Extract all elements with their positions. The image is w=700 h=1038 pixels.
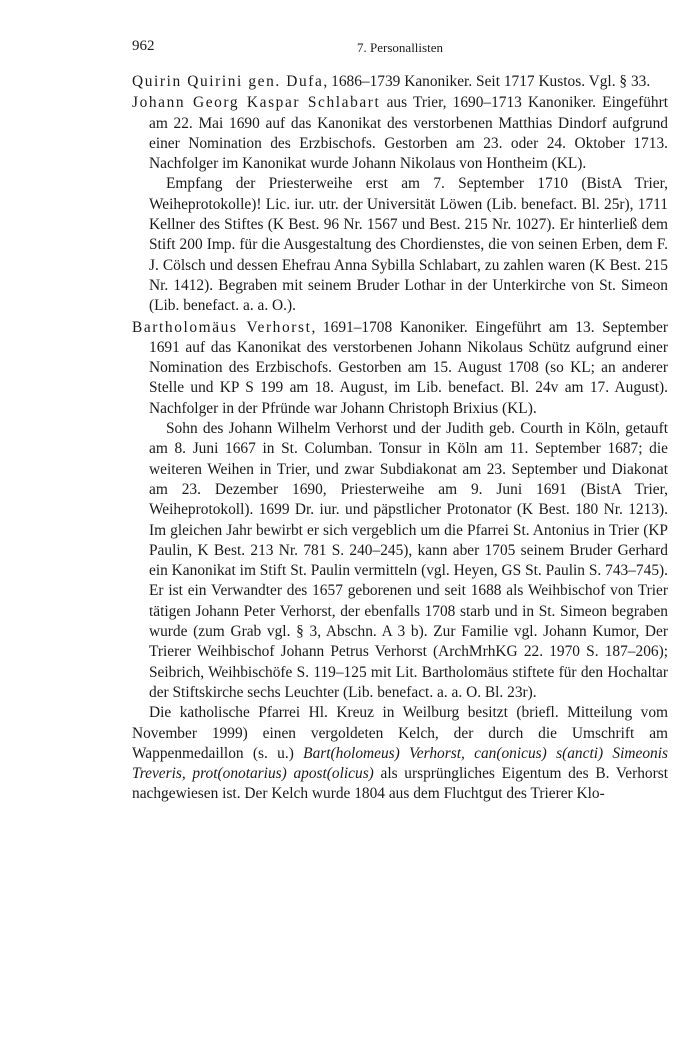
running-title: 7. Personallisten [357,40,443,55]
entry-paragraph-continued: Empfang der Priesterweihe erst am 7. September 1710 (BistA Trier, Weiheprotokolle)! Lic. iur. utr. der Universität Löwen (Lib. benefact. Bl. 25r), 1711 Kellner des Stiftes (K Best. 96 Nr. 1567 und Best. 215 Nr. 1027). Er hinterließ dem Stift 200 Imp. für die Ausgestaltung des Chordienstes, die von seinen Erben, dem F. J. Cölsch und dessen Ehefrau Anna Sybilla Schlabart, zu zahlen waren (K Best. 215 Nr. 1412). Begraben mit seinem Bruder Lothar in der Unterkirche von St. Simeon (Lib. benefact. a. a. O.). [149,175,668,315]
entry-verhorst [132,318,668,704]
inscription-text: Bart(holomeus) Verhorst, can(onicus) s(ancti) Simeonis Treveris, prot(onotarius) apost(olicus) [132,744,669,783]
entry-paragraph [132,72,668,92]
page-number: 962 [132,38,155,54]
entry-paragraph [132,318,668,419]
entry-name: Bartholomäus Verhorst [132,318,312,336]
entry-text: , 1691–1708 Kanoniker. Eingeführt am 13. September 1691 auf das Kanonikat des verstorbenen Johann Nikolaus Schütz aufgrund einer Nomination des Erzbischofs. Gestorben am 15. August 1708 (so KL; an anderer Stelle und KP S 199 am 18. August, im Lib. benefact. Bl. 24v am 17. August). Nachfolger in der Pfründe war Johann Christoph Brixius (KL). [149,318,668,417]
closing-text-after: als ursprüngliches Eigentum des B. Verhorst nachgewiesen ist. Der Kelch wurde 1804 aus dem Fluchtgut des Trierer Klo- [132,765,668,803]
page-header [132,38,668,60]
entry-text: aus Trier, 1690–1713 Kanoniker. Eingeführt am 22. Mai 1690 auf das Kanonikat des verstorbenen Matthias Dindorf aufgrund einer Nomination des Erzbischofs. Gestorben am 23. oder 24. Oktober 1713. Nachfolger im Kanonikat wurde Johann Nikolaus von Hontheim (KL). [149,94,668,173]
entry-text: , 1686–1739 Kanoniker. Seit 1717 Kustos. Vgl. § 33. [323,73,651,90]
closing-paragraph [132,703,668,804]
entry-paragraph-continued: Sohn des Johann Wilhelm Verhorst und der Judith geb. Courth in Köln, getauft am 8. Juni 1667 in St. Columban. Tonsur in Köln am 11. September 1687; die weiteren Weihen in Trier, und zwar Subdiakonat am 23. September und Diakonat am 23. Dezember 1690, Priesterweihe am 9. Juni 1691 (BistA Trier, Weiheprotokoll). 1699 Dr. iur. und päpstlicher Protonator (K Best. 180 Nr. 1213). Im gleichen Jahr bewirbt er sich vergeblich um die Pfarrei St. Antonius in Trier (KP Paulin, K Best. 213 Nr. 781 S. 240–245), kann aber 1705 seinem Bruder Gerhard ein Kanonikat im Stift St. Paulin vermitteln (vgl. Heyen, GS St. Paulin S. 743–745). Er ist ein Verwandter des 1657 geborenen und seit 1688 als Weihbischof von Trier tätigen Johann Peter Verhorst, der ebenfalls 1708 starb und in St. Simeon begraben wurde (zum Grab vgl. § 3, Abschn. A 3 b). Zur Familie vgl. Johann Kumor, Der Trierer Weihbischof Johann Petrus Verhorst (ArchMrhKG 22. 1970 S. 187–206); Seibrich, Weihbischöfe S. 119–125 mit Lit. Bartholomäus stiftete für den Hochaltar der Stiftskirche sechs Leuchter (Lib. benefact. a. a. O. Bl. 23r). [149,420,668,701]
closing-text-before: Die katholische Pfarrei Hl. Kreuz in Weilburg besitzt (briefl. Mitteilung vom November 1999) einen vergoldeten Kelch, der durch die Umschrift am Wappenmedaillon (s. u.) [132,704,668,762]
page-body [132,72,668,805]
entry-paragraph [132,93,668,174]
entry-quirini [132,72,668,92]
entry-schlabart [132,93,668,316]
entry-name: Quirin Quirini gen. Dufa [132,73,324,90]
entry-name: Johann Georg Kaspar Schlabart [132,94,381,112]
